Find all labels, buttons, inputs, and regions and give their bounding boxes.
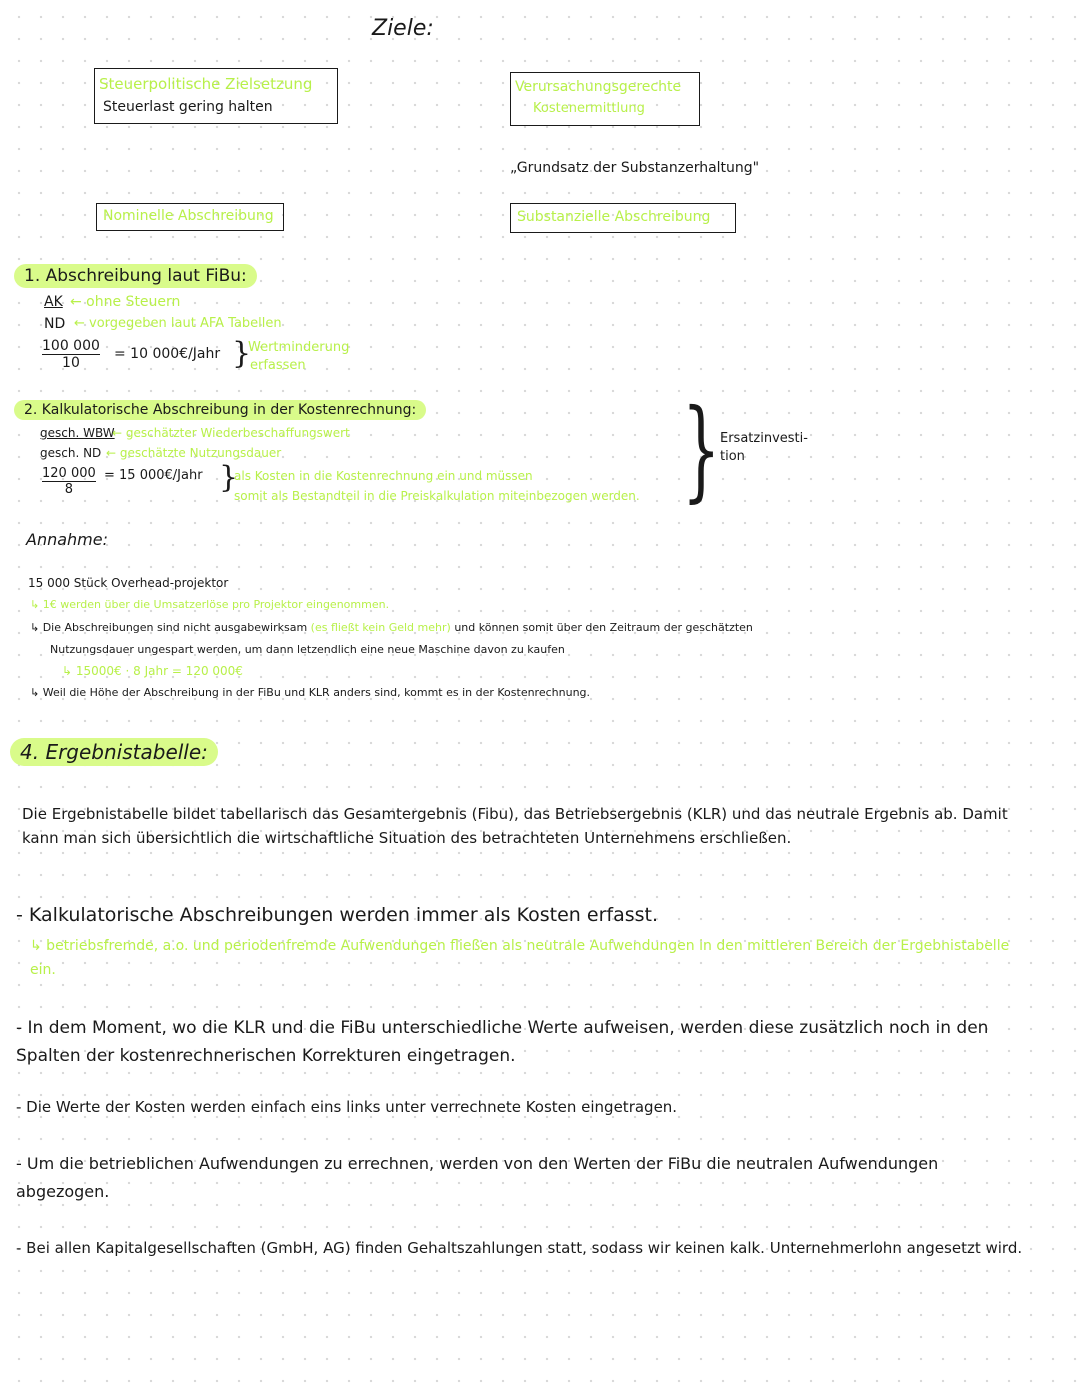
s1-ak: AK <box>44 294 63 310</box>
s2-note-1: als Kosten in die Kostenrechnung ein und müssen <box>234 469 533 483</box>
bullet-5: - Bei allen Kapitalgesellschaften (GmbH, AG) finden Gehaltszahlungen statt, sodass wir keinen kalk. Unternehmerlohn angesetzt wird. <box>16 1239 1023 1257</box>
s2-denominator: 8 <box>64 482 74 497</box>
goal-left-title: Steuerpolitische Zielsetzung <box>99 75 313 93</box>
bullet-3: - Die Werte der Kosten werden einfach eins links unter verrechnete Kosten eingetragen. <box>16 1098 678 1116</box>
s2-wbw: gesch. WBW <box>40 426 115 440</box>
result-box-right <box>510 203 736 233</box>
s2-side-note: Ersatzinvesti- tion <box>720 431 808 464</box>
s1-numerator: 100 000 <box>42 338 100 354</box>
s1-brace: } <box>232 336 252 371</box>
assumption-line-3c: und können somit über den Zeitraum der geschätzten <box>454 621 753 634</box>
assumption-line-4: Nutzungsdauer ungespart werden, um dann letzendlich eine neue Maschine davon zu kaufen <box>50 643 565 656</box>
s2-result: = 15 000€/Jahr <box>104 468 203 483</box>
result-left-label: Nominelle Abschreibung <box>103 208 274 224</box>
goal-box-right <box>510 72 700 126</box>
s2-note-2: somit als Bestandteil in die Preiskalkulation miteinbezogen werden. <box>234 489 640 503</box>
goal-right-title: Verursachungsgerechte <box>515 79 682 95</box>
assumption-heading: Annahme: <box>26 530 108 549</box>
section4-intro: Die Ergebnistabelle bildet tabellarisch das Gesamtergebnis (Fibu), das Betriebsergebnis (KLR) und das neutrale Ergebnis ab. Damit kann man sich übersichtlich die wirtschaftliche Situation des betrachteten Unternehmens erschließen. <box>22 805 1008 847</box>
s1-result: = 10 000€/Jahr <box>114 346 221 362</box>
assumption-line-2: ↳ 1€ werden über die Umsatzerlöse pro Projektor eingenommen. <box>30 598 390 611</box>
assumption-line-3b: (es fließt kein Geld mehr) <box>310 621 451 634</box>
assumption-line-6: ↳ Weil die Höhe der Abschreibung in der FiBu und KLR anders sind, kommt es in der Kostenrechnung. <box>30 686 591 699</box>
assumption-line-1: 15 000 Stück Overhead-projektor <box>28 576 229 590</box>
bullet-1-note: ↳ betriebsfremde, a.o. und periodenfremde Aufwendungen fließen als neutrale Aufwendungen in den mittleren Bereich der Ergebnistabelle ein. <box>30 938 1010 978</box>
s2-brace: } <box>219 460 239 495</box>
section1-heading: 1. Abschreibung laut FiBu: <box>14 264 257 288</box>
assumption-line-3a: ↳ Die Abschreibungen sind nicht ausgabewirksam <box>30 621 308 634</box>
s1-nd-note: ← vorgegeben laut AFA Tabellen <box>74 316 282 331</box>
principle-text: „Grundsatz der Substanzerhaltung" <box>510 160 760 176</box>
goal-right-subtitle: Kostenermittlung <box>533 101 645 116</box>
assumption-line-3 <box>30 621 753 634</box>
section4-heading: 4. Ergebnistabelle: <box>10 738 218 766</box>
s1-fraction <box>42 338 100 371</box>
s1-denominator: 10 <box>62 355 80 371</box>
page-title: Ziele: <box>372 16 434 41</box>
assumption-line-5: ↳ 15000€ · 8 Jahr = 120 000€ <box>62 664 243 678</box>
s1-nd: ND <box>44 316 66 332</box>
s2-numerator: 120 000 <box>42 466 96 481</box>
s2-wbw-note: ← geschätzter Wiederbeschaffungswert <box>112 426 350 440</box>
goal-box-left <box>94 68 338 124</box>
section2-heading: 2. Kalkulatorische Abschreibung in der Kostenrechnung: <box>14 400 426 420</box>
s1-note-2: erfassen <box>250 358 306 373</box>
result-box-left <box>96 203 284 231</box>
bullet-2: - In dem Moment, wo die KLR und die FiBu unterschiedliche Werte aufweisen, werden diese zusätzlich noch in den Spalten der kostenrechnerischen Korrekturen eingetragen. <box>16 1018 989 1066</box>
s2-fraction <box>42 466 96 497</box>
s1-ak-note: ← ohne Steuern <box>70 294 181 310</box>
s1-note-1: Wertminderung <box>248 340 350 355</box>
bullet-1: - Kalkulatorische Abschreibungen werden immer als Kosten erfasst. <box>16 904 659 926</box>
s2-nd: gesch. ND <box>40 446 102 460</box>
s2-nd-note: ← geschätzte Nutzungsdauer <box>106 446 282 460</box>
result-right-label: Substanzielle Abschreibung <box>517 209 711 225</box>
goal-left-subtitle: Steuerlast gering halten <box>103 99 273 115</box>
s2-big-brace: } <box>682 385 721 513</box>
bullet-4: - Um die betrieblichen Aufwendungen zu errechnen, werden von den Werten der FiBu die neutralen Aufwendungen abgezogen. <box>16 1154 939 1201</box>
